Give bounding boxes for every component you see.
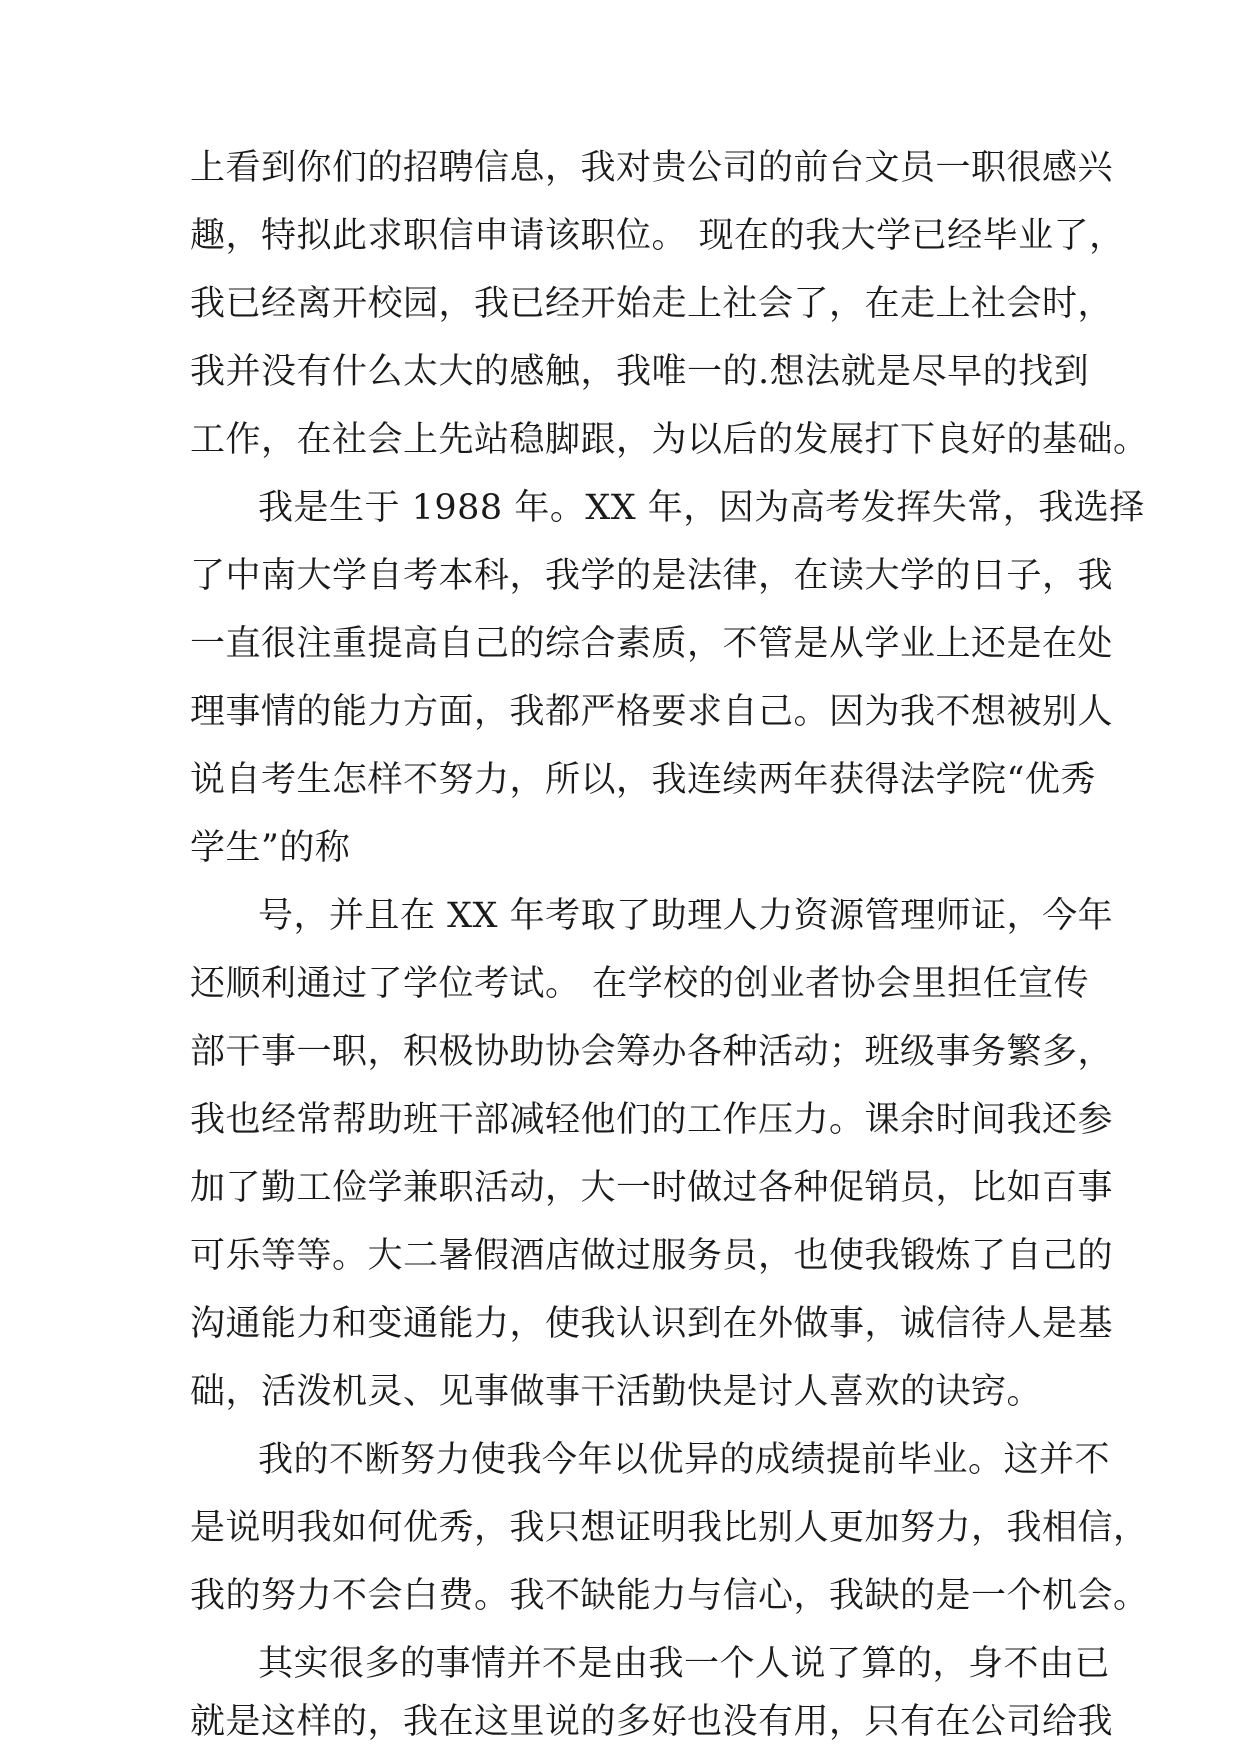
paragraph-first-line: 我是生于 1988 年。XX 年，因为高考发挥失常，我选择 <box>258 488 1145 528</box>
text-line: 加了勤工俭学兼职活动，大一时做过各种促销员，比如百事 <box>190 1168 1114 1208</box>
text-line: 还顺利通过了学位考试。 在学校的创业者协会里担任宣传 <box>190 964 1090 1004</box>
paragraph-first-line: 其实很多的事情并不是由我一个人说了算的，身不由已 <box>258 1644 1111 1684</box>
text-line: 说自考生怎样不努力，所以，我连续两年获得法学院“优秀 <box>190 760 1096 800</box>
text-line: 沟通能力和变通能力，使我认识到在外做事，诚信待人是基 <box>190 1304 1114 1344</box>
text-line: 是说明我如何优秀，我只想证明我比别人更加努力，我相信， <box>190 1508 1149 1548</box>
text-line: 可乐等等。大二暑假酒店做过服务员，也使我锻炼了自己的 <box>190 1236 1114 1276</box>
text-line: 我也经常帮助班干部减轻他们的工作压力。课余时间我还参 <box>190 1100 1114 1140</box>
paragraph-first-line: 号，并且在 XX 年考取了助理人力资源管理师证，今年 <box>258 896 1114 936</box>
text-line: 部干事一职，积极协助协会筹办各种活动；班级事务繁多， <box>190 1032 1114 1072</box>
text-line: 理事情的能力方面，我都严格要求自己。因为我不想被别人 <box>190 692 1114 732</box>
text-line: 学生”的称 <box>190 828 351 868</box>
paragraph-first-line: 我的不断努力使我今年以优异的成绩提前毕业。这并不 <box>258 1440 1111 1480</box>
text-line: 我已经离开校园，我已经开始走上社会了，在走上社会时， <box>190 284 1114 324</box>
text-line: 我的努力不会白费。我不缺能力与信心，我缺的是一个机会。 <box>190 1576 1149 1616</box>
text-line: 一直很注重提高自己的综合素质，不管是从学业上还是在处 <box>190 624 1114 664</box>
text-line: 就是这样的，我在这里说的多好也没有用，只有在公司给我 <box>190 1702 1114 1742</box>
text-line: 工作，在社会上先站稳脚跟，为以后的发展打下良好的基础。 <box>190 420 1149 460</box>
text-line: 础，活泼机灵、见事做事干活勤快是讨人喜欢的诀窍。 <box>190 1372 1043 1412</box>
text-line: 我并没有什么太大的感触，我唯一的.想法就是尽早的找到 <box>190 352 1090 392</box>
text-line: 趣，特拟此求职信申请该职位。 现在的我大学已经毕业了， <box>190 216 1125 256</box>
text-line: 上看到你们的招聘信息，我对贵公司的前台文员一职很感兴 <box>190 148 1114 188</box>
text-line: 了中南大学自考本科，我学的是法律，在读大学的日子，我 <box>190 556 1114 596</box>
